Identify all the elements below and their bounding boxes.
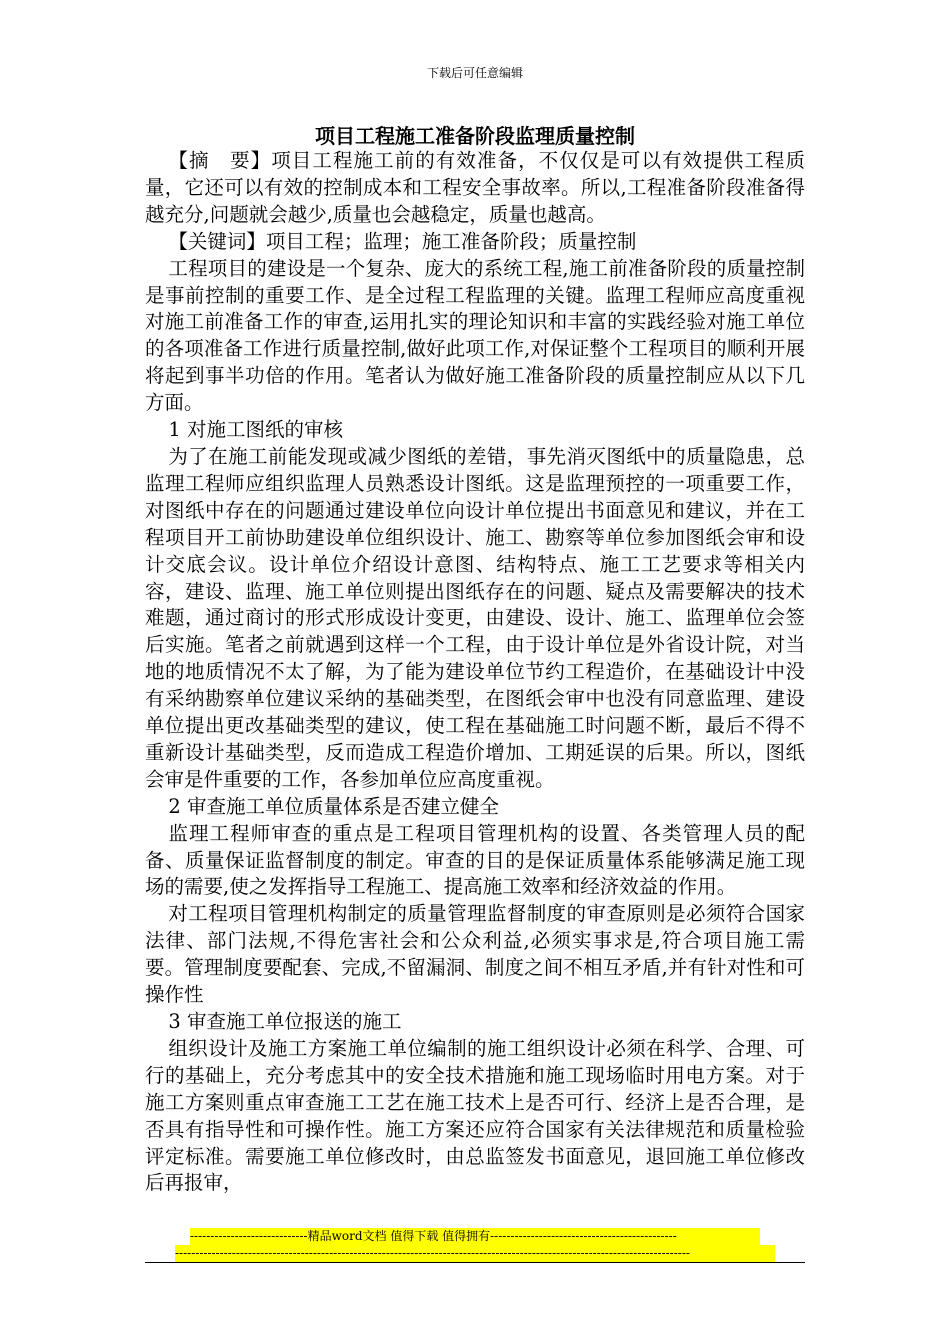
section-2-paragraph-2: 对工程项目管理机构制定的质量管理监督制度的审查原则是必须符合国家法律、部门法规,不得危害社会和公众利益,必须实事求是,符合项目施工需要。管理制度要配套、完成,不留漏洞、制度之间不相互矛盾,并有针对性和可操作性 <box>145 902 805 1007</box>
footer-banner-line-2: ------------------------------------------------------------------------------------------------------------------------------- <box>175 1245 775 1262</box>
section-1-heading: 1 对施工图纸的审核 <box>168 418 343 442</box>
keywords-paragraph: 【关键词】项目工程；监理；施工准备阶段；质量控制 <box>168 229 637 253</box>
document-body <box>145 148 805 1197</box>
document-title: 项目工程施工准备阶段监理质量控制 <box>315 124 635 148</box>
section-2-paragraph-1: 监理工程师审查的重点是工程项目管理机构的设置、各类管理人员的配备、质量保证监督制度的制定。审查的目的是保证质量体系能够满足施工现场的需要,使之发挥指导工程施工、提高施工效率和经济效益的作用。 <box>145 821 805 899</box>
footer-banner-line-1: -----------------------------精品word文档 值得下载 值得拥有---------------------------------------------- <box>190 1228 760 1245</box>
section-1-paragraph: 为了在施工前能发现或减少图纸的差错，事先消灭图纸中的质量隐患，总监理工程师应组织监理人员熟悉设计图纸。这是监理预控的一项重要工作，对图纸中存在的问题通过建设单位向设计单位提出书面意见和建议，并在工程项目开工前协助建设单位组织设计、施工、勘察等单位参加图纸会审和设计交底会议。设计单位介绍设计意图、结构特点、施工工艺要求等相关内容，建设、监理、施工单位则提出图纸存在的问题、疑点及需要解决的技术难题，通过商讨的形式形成设计变更，由建设、设计、施工、监理单位会签后实施。笔者之前就遇到这样一个工程，由于设计单位是外省设计院，对当地的地质情况不太了解，为了能为建设单位节约工程造价，在基础设计中没有采纳勘察单位建议采纳的基础类型，在图纸会审中也没有同意监理、建设单位提出更改基础类型的建议，使工程在基础施工时问题不断，最后不得不重新设计基础类型，反而造成工程造价增加、工期延误的后果。所以，图纸会审是件重要的工作，各参加单位应高度重视。 <box>145 444 805 791</box>
abstract-paragraph: 【摘 要】项目工程施工前的有效准备，不仅仅是可以有效提供工程质量，它还可以有效的控制成本和工程安全事故率。所以,工程准备阶段准备得越充分,问题就会越少,质量也会越稳定，质量也越高。 <box>145 149 805 226</box>
footer-rule <box>145 1262 805 1263</box>
page-header-note: 下载后可任意编辑 <box>426 66 523 80</box>
section-3-paragraph: 组织设计及施工方案施工单位编制的施工组织设计必须在科学、合理、可行的基础上，充分考虑其中的安全技术措施和施工现场临时用电方案。对于施工方案则重点审查施工工艺在施工技术上是否可行、经济上是否合理，是否具有指导性和可操作性。施工方案还应符合国家有关法律规范和质量检验评定标准。需要施工单位修改时，由总监签发书面意见，退回施工单位修改后再报审， <box>145 1036 805 1195</box>
section-2-heading: 2 审查施工单位质量体系是否建立健全 <box>168 794 499 818</box>
intro-paragraph: 工程项目的建设是一个复杂、庞大的系统工程,施工前准备阶段的质量控制是事前控制的重要工作、是全过程工程监理的关键。监理工程师应高度重视对施工前准备工作的审查,运用扎实的理论知识和丰富的实践经验对施工单位的各项准备工作进行质量控制,做好此项工作,对保证整个工程项目的顺利开展将起到事半功倍的作用。笔者认为做好施工准备阶段的质量控制应从以下几方面。 <box>145 256 805 415</box>
section-3-heading: 3 审查施工单位报送的施工 <box>168 1010 402 1033</box>
